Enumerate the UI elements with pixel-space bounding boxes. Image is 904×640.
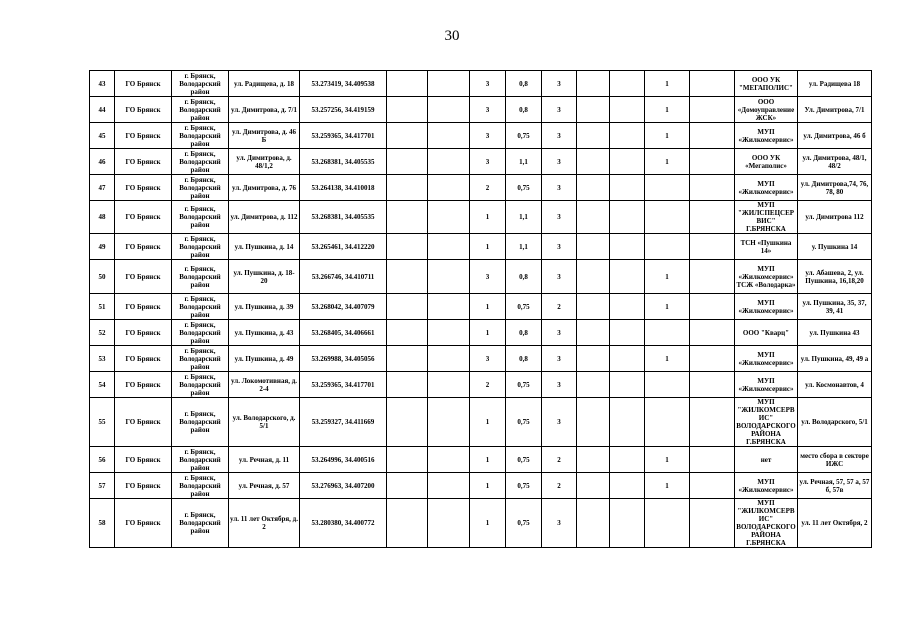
served-objects-cell: Ул. Димитрова, 7/1 [798,97,872,123]
cell-7 [428,260,470,294]
cell-14 [690,372,735,398]
table-row [90,260,872,294]
cell-10: 3 [542,123,577,149]
cell-7 [428,234,470,260]
served-objects-cell: место сбора в секторе ИЖС [798,447,872,473]
address-cell: г. Брянск, Володарский район [172,201,229,234]
table-row [90,320,872,346]
cell-12 [610,294,645,320]
cell-7 [428,97,470,123]
table-row [90,447,872,473]
coordinates-cell: 53.276963, 34.407200 [300,473,387,499]
cell-6 [387,320,428,346]
coordinates-cell: 53.268381, 34.405535 [300,149,387,175]
district-cell: ГО Брянск [115,372,172,398]
district-cell: ГО Брянск [115,499,172,548]
owner-cell: МУП "ЖИЛСПЕЦСЕРВИС" Г.БРЯНСКА [735,201,798,234]
cell-12 [610,175,645,201]
cell-6 [387,372,428,398]
street-cell: ул. Пушкина, д. 49 [229,346,300,372]
address-cell: г. Брянск, Володарский район [172,398,229,447]
table-row [90,123,872,149]
cell-13: 1 [645,260,690,294]
served-objects-cell: ул. 11 лет Октября, 2 [798,499,872,548]
cell-6 [387,97,428,123]
cell-9: 0,8 [506,71,542,97]
cell-14 [690,346,735,372]
coordinates-cell: 53.280380, 34.400772 [300,499,387,548]
cell-8: 3 [470,346,506,372]
cell-12 [610,123,645,149]
cell-13: 1 [645,447,690,473]
cell-12 [610,71,645,97]
cell-11 [577,346,610,372]
owner-cell: ТСН «Пушкина 14» [735,234,798,260]
cell-14 [690,260,735,294]
row-number: 49 [90,234,115,260]
cell-9: 0,8 [506,320,542,346]
cell-9: 0,75 [506,175,542,201]
cell-7 [428,123,470,149]
district-cell: ГО Брянск [115,71,172,97]
cell-13 [645,320,690,346]
cell-11 [577,372,610,398]
address-cell: г. Брянск, Володарский район [172,294,229,320]
cell-10: 3 [542,398,577,447]
cell-13 [645,234,690,260]
cell-10: 3 [542,97,577,123]
cell-10: 2 [542,447,577,473]
served-objects-cell: ул. Володарского, 5/1 [798,398,872,447]
served-objects-cell: ул. Димитрова, 48/1, 48/2 [798,149,872,175]
row-number: 54 [90,372,115,398]
owner-cell: МУП «Жилкомсервис» [735,294,798,320]
coordinates-cell: 53.273419, 34.409538 [300,71,387,97]
cell-10: 3 [542,499,577,548]
served-objects-cell: ул. Пушкина, 49, 49 а [798,346,872,372]
cell-11 [577,97,610,123]
cell-14 [690,234,735,260]
cell-9: 0,75 [506,499,542,548]
table-row [90,71,872,97]
street-cell: ул. Димитрова, д. 48/1,2 [229,149,300,175]
cell-8: 1 [470,234,506,260]
cell-10: 3 [542,149,577,175]
served-objects-cell: ул. Пушкина, 35, 37, 39, 41 [798,294,872,320]
cell-6 [387,346,428,372]
cell-12 [610,97,645,123]
cell-14 [690,398,735,447]
cell-13: 1 [645,97,690,123]
coordinates-cell: 53.259365, 34.417701 [300,123,387,149]
row-number: 51 [90,294,115,320]
cell-11 [577,320,610,346]
cell-7 [428,473,470,499]
cell-11 [577,201,610,234]
cell-10: 3 [542,260,577,294]
street-cell: ул. Речная, д. 11 [229,447,300,473]
owner-cell: МУП «Жилкомсервис» [735,175,798,201]
cell-8: 1 [470,499,506,548]
row-number: 58 [90,499,115,548]
cell-12 [610,447,645,473]
row-number: 57 [90,473,115,499]
row-number: 47 [90,175,115,201]
cell-14 [690,499,735,548]
street-cell: ул. Речная, д. 57 [229,473,300,499]
cell-14 [690,473,735,499]
cell-12 [610,346,645,372]
cell-8: 1 [470,320,506,346]
served-objects-cell: ул. Речная, 57, 57 а, 57 б, 57в [798,473,872,499]
cell-11 [577,499,610,548]
street-cell: ул. Пушкина, д. 18-20 [229,260,300,294]
street-cell: ул. Локомотивная, д. 2-4 [229,372,300,398]
district-cell: ГО Брянск [115,260,172,294]
cell-6 [387,175,428,201]
cell-14 [690,175,735,201]
row-number: 46 [90,149,115,175]
address-cell: г. Брянск, Володарский район [172,123,229,149]
cell-12 [610,149,645,175]
cell-6 [387,123,428,149]
row-number: 52 [90,320,115,346]
cell-6 [387,398,428,447]
cell-8: 3 [470,97,506,123]
cell-14 [690,149,735,175]
cell-11 [577,447,610,473]
cell-11 [577,175,610,201]
served-objects-cell: ул. Димитрова, 46 б [798,123,872,149]
cell-9: 0,75 [506,473,542,499]
address-cell: г. Брянск, Володарский район [172,71,229,97]
cell-6 [387,201,428,234]
owner-cell: МУП "ЖИЛКОМСЕРВИС" ВОЛОДАРСКОГО РАЙОНА Г.БРЯНСКА [736,398,796,446]
served-objects-cell: у. Пушкина 14 [798,234,872,260]
row-number: 55 [90,398,115,447]
coordinates-cell: 53.265461, 34.412220 [300,234,387,260]
cell-13: 1 [645,149,690,175]
owner-cell: ООО УК «Мегаполис» [735,149,798,175]
coordinates-cell: 53.268381, 34.405535 [300,201,387,234]
district-cell: ГО Брянск [115,123,172,149]
district-cell: ГО Брянск [115,473,172,499]
row-number: 53 [90,346,115,372]
address-cell: г. Брянск, Володарский район [172,149,229,175]
cell-10: 3 [542,175,577,201]
table-row [90,372,872,398]
coordinates-cell: 53.264996, 34.400516 [300,447,387,473]
district-cell: ГО Брянск [115,320,172,346]
cell-10: 3 [542,346,577,372]
cell-7 [428,320,470,346]
table-row [90,346,872,372]
cell-6 [387,260,428,294]
cell-7 [428,71,470,97]
cell-12 [610,499,645,548]
table-row [90,294,872,320]
address-cell: г. Брянск, Володарский район [172,499,229,548]
cell-14 [690,320,735,346]
cell-7 [428,294,470,320]
cell-10: 3 [542,372,577,398]
cell-13 [645,201,690,234]
owner-cell: МУП «Жилкомсервис» [735,372,798,398]
address-cell: г. Брянск, Володарский район [172,260,229,294]
cell-8: 1 [470,447,506,473]
cell-14 [690,123,735,149]
district-cell: ГО Брянск [115,398,172,447]
cell-12 [610,372,645,398]
owner-cell: МУП «Жилкомсервис» [735,346,798,372]
cell-8: 3 [470,71,506,97]
street-cell: ул. Димитрова, д. 76 [229,175,300,201]
street-cell: ул. Пушкина, д. 39 [229,294,300,320]
cell-13 [645,398,690,447]
street-cell: ул. 11 лет Октября, д. 2 [229,499,300,548]
cell-9: 0,8 [506,97,542,123]
owner-cell: МУП «Жилкомсервис» [735,473,798,499]
cell-11 [577,294,610,320]
cell-9: 0,8 [506,346,542,372]
cell-6 [387,234,428,260]
district-cell: ГО Брянск [115,175,172,201]
cell-10: 2 [542,473,577,499]
cell-9: 0,75 [506,123,542,149]
cell-6 [387,149,428,175]
cell-14 [690,71,735,97]
served-objects-cell: ул. Радищева 18 [798,71,872,97]
cell-10: 3 [542,234,577,260]
row-number: 43 [90,71,115,97]
cell-6 [387,499,428,548]
row-number: 48 [90,201,115,234]
cell-8: 3 [470,123,506,149]
coordinates-cell: 53.259327, 34.411669 [300,398,387,447]
cell-13 [645,499,690,548]
district-cell: ГО Брянск [115,447,172,473]
street-cell: ул. Радищева, д. 18 [229,71,300,97]
cell-7 [428,447,470,473]
cell-10: 2 [542,294,577,320]
cell-12 [610,320,645,346]
cell-6 [387,294,428,320]
cell-8: 3 [470,260,506,294]
cell-9: 0,75 [506,372,542,398]
table-row [90,473,872,499]
cell-12 [610,260,645,294]
district-cell: ГО Брянск [115,346,172,372]
cell-13: 1 [645,294,690,320]
table-row [90,149,872,175]
cell-8: 1 [470,398,506,447]
owner-cell: МУП "ЖИЛКОМСЕРВИС" ВОЛОДАРСКОГО РАЙОНА Г.БРЯНСКА [736,499,796,547]
cell-9: 0,75 [506,294,542,320]
cell-12 [610,234,645,260]
cell-9: 1,1 [506,201,542,234]
cell-7 [428,372,470,398]
owner-cell: ООО «Домоуправление ЖСК» [735,97,798,123]
cell-8: 1 [470,201,506,234]
cell-12 [610,473,645,499]
table-row [90,398,872,447]
district-cell: ГО Брянск [115,149,172,175]
street-cell: ул. Володарского, д. 5/1 [229,398,300,447]
coordinates-cell: 53.269988, 34.405056 [300,346,387,372]
cell-10: 3 [542,201,577,234]
cell-14 [690,201,735,234]
owner-cell: МУП «Жилкомсервис» ТСЖ «Володарка» [735,260,798,294]
container-sites-table [89,70,872,548]
served-objects-cell: ул. Димитрова,74, 76, 78, 80 [798,175,872,201]
coordinates-cell: 53.264138, 34.410018 [300,175,387,201]
table-row [90,201,872,234]
row-number: 56 [90,447,115,473]
cell-12 [610,201,645,234]
street-cell: ул. Димитрова, д. 7/1 [229,97,300,123]
cell-11 [577,473,610,499]
served-objects-cell: ул. Пушкина 43 [798,320,872,346]
cell-9: 1,1 [506,234,542,260]
coordinates-cell: 53.259365, 34.417701 [300,372,387,398]
address-cell: г. Брянск, Володарский район [172,320,229,346]
cell-13: 1 [645,473,690,499]
address-cell: г. Брянск, Володарский район [172,97,229,123]
coordinates-cell: 53.268405, 34.406661 [300,320,387,346]
cell-14 [690,447,735,473]
cell-11 [577,260,610,294]
address-cell: г. Брянск, Володарский район [172,372,229,398]
street-cell: ул. Димитрова, д. 46 Б [229,123,300,149]
district-cell: ГО Брянск [115,97,172,123]
cell-9: 0,75 [506,447,542,473]
coordinates-cell: 53.257256, 34.419159 [300,97,387,123]
cell-8: 1 [470,294,506,320]
street-cell: ул. Пушкина, д. 43 [229,320,300,346]
owner-cell: МУП «Жилкомсервис» [735,123,798,149]
cell-9: 1,1 [506,149,542,175]
coordinates-cell: 53.268042, 34.407079 [300,294,387,320]
row-number: 50 [90,260,115,294]
cell-11 [577,234,610,260]
coordinates-cell: 53.266746, 34.410711 [300,260,387,294]
served-objects-cell: ул. Космонавтов, 4 [798,372,872,398]
cell-11 [577,398,610,447]
cell-11 [577,149,610,175]
page-number: 30 [444,28,460,44]
table-row [90,175,872,201]
street-cell: ул. Пушкина, д. 14 [229,234,300,260]
table-row [90,499,872,548]
cell-6 [387,447,428,473]
cell-11 [577,71,610,97]
served-objects-cell: ул. Димитрова 112 [798,201,872,234]
cell-13: 1 [645,346,690,372]
address-cell: г. Брянск, Володарский район [172,175,229,201]
table-body [90,71,872,548]
table-row [90,97,872,123]
cell-7 [428,499,470,548]
cell-12 [610,398,645,447]
cell-13: 1 [645,123,690,149]
cell-14 [690,294,735,320]
served-objects-cell: ул. Абашева, 2, ул. Пушкина, 16,18,20 [798,260,872,294]
cell-9: 0,75 [506,398,542,447]
cell-7 [428,149,470,175]
cell-7 [428,201,470,234]
cell-13 [645,372,690,398]
cell-7 [428,398,470,447]
cell-10: 3 [542,320,577,346]
cell-8: 2 [470,175,506,201]
district-cell: ГО Брянск [115,294,172,320]
address-cell: г. Брянск, Володарский район [172,346,229,372]
cell-7 [428,346,470,372]
cell-13: 1 [645,71,690,97]
cell-13 [645,175,690,201]
cell-9: 0,8 [506,260,542,294]
cell-10: 3 [542,71,577,97]
owner-cell: нет [735,447,798,473]
cell-11 [577,123,610,149]
owner-cell: ООО "Кварц" [735,320,798,346]
address-cell: г. Брянск, Володарский район [172,473,229,499]
owner-cell: ООО УК "МЕГАПОЛИС" [735,71,798,97]
cell-6 [387,71,428,97]
district-cell: ГО Брянск [115,201,172,234]
cell-6 [387,473,428,499]
row-number: 45 [90,123,115,149]
district-cell: ГО Брянск [115,234,172,260]
cell-8: 3 [470,149,506,175]
address-cell: г. Брянск, Володарский район [172,234,229,260]
cell-14 [690,97,735,123]
cell-8: 2 [470,372,506,398]
cell-8: 1 [470,473,506,499]
row-number: 44 [90,97,115,123]
street-cell: ул. Димитрова, д. 112 [229,201,300,234]
address-cell: г. Брянск, Володарский район [172,447,229,473]
cell-7 [428,175,470,201]
table-row [90,234,872,260]
